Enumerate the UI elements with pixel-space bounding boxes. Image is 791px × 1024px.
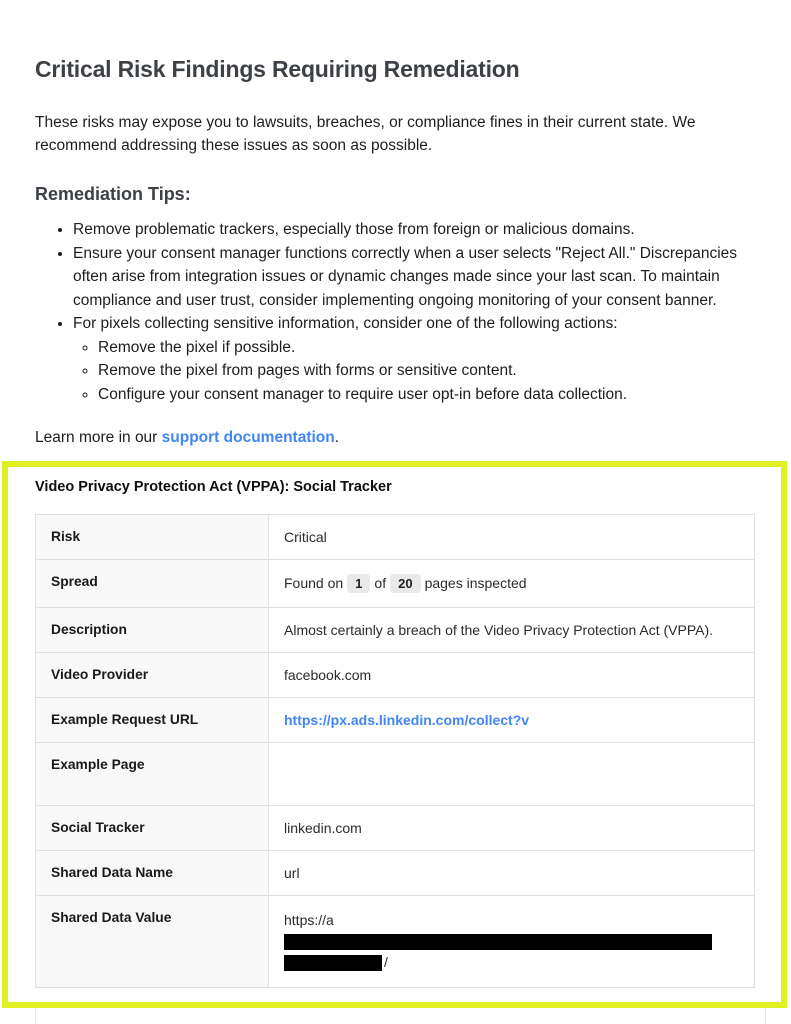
intro-paragraph: These risks may expose you to lawsuits, breaches, or compliance fines in their current state. We recommend addressing these issues as soon as possible. bbox=[35, 114, 696, 155]
table-row-shared-data-name bbox=[36, 851, 755, 896]
redaction-bar-2 bbox=[284, 955, 382, 971]
row-value-spread bbox=[269, 560, 755, 608]
learn-more-text bbox=[35, 429, 755, 447]
table-row-shared-data-value bbox=[36, 896, 755, 988]
finding-highlight-card bbox=[2, 461, 787, 1008]
table-row-social-tracker bbox=[36, 806, 755, 851]
table-row-description bbox=[36, 608, 755, 653]
row-value-description: Almost certainly a breach of the Video Privacy Protection Act (VPPA). bbox=[269, 608, 755, 653]
finding-heading: Video Privacy Protection Act (VPPA): Social Tracker bbox=[35, 479, 392, 496]
row-label-risk: Risk bbox=[36, 515, 269, 560]
row-label-shared-data-value: Shared Data Value bbox=[36, 896, 269, 988]
row-value-risk: Critical bbox=[269, 515, 755, 560]
row-value-shared-data-value bbox=[269, 896, 755, 988]
tip-item-consent-manager: • Ensure your consent manager functions correctly when a user selects "Reject All." Discrepancies often arise from integration issues or dynamic changes made since your last scan. To maintain compliance and user trust, consider implementing ongoing monitoring of your consent banner. bbox=[73, 242, 755, 313]
spread-suffix: pages inspected bbox=[424, 575, 527, 592]
row-value-example-request-url bbox=[269, 698, 755, 743]
spread-prefix: Found on bbox=[284, 575, 344, 592]
row-label-shared-data-name: Shared Data Name bbox=[36, 851, 269, 896]
pixel-actions-sublist bbox=[73, 336, 755, 407]
spread-total-badge: 20 bbox=[390, 574, 420, 593]
row-label-social-tracker: Social Tracker bbox=[36, 806, 269, 851]
row-value-video-provider: facebook.com bbox=[269, 653, 755, 698]
subtip-remove-from-pages: ◦ Remove the pixel from pages with forms or sensitive content. bbox=[98, 359, 755, 383]
row-label-video-provider: Video Provider bbox=[36, 653, 269, 698]
shared-data-value-suffix: / bbox=[384, 954, 388, 971]
remediation-tips-heading: Remediation Tips: bbox=[35, 184, 191, 205]
row-label-spread: Spread bbox=[36, 560, 269, 608]
remediation-tips-list bbox=[35, 218, 755, 406]
table-row-spread bbox=[36, 560, 755, 608]
page-title: Critical Risk Findings Requiring Remediation bbox=[35, 56, 520, 82]
spread-found-badge: 1 bbox=[347, 574, 370, 593]
row-label-example-page: Example Page bbox=[36, 743, 269, 806]
redaction-bar-1 bbox=[284, 934, 712, 950]
learn-more-prefix: Learn more in our bbox=[35, 429, 162, 447]
row-value-example-page bbox=[269, 743, 755, 806]
subtip-remove-pixel: ◦ Remove the pixel if possible. bbox=[98, 336, 755, 360]
tip-item-pixels bbox=[73, 312, 755, 406]
row-value-social-tracker: linkedin.com bbox=[269, 806, 755, 851]
table-row-risk bbox=[36, 515, 755, 560]
support-documentation-link[interactable]: support documentation bbox=[161, 429, 335, 447]
shared-data-value-prefix: https://a bbox=[284, 912, 334, 929]
table-row-example-request-url bbox=[36, 698, 755, 743]
table-row-example-page bbox=[36, 743, 755, 806]
tip-item-pixels-text: For pixels collecting sensitive information, consider one of the following actions: bbox=[73, 315, 618, 333]
row-label-example-request-url: Example Request URL bbox=[36, 698, 269, 743]
finding-table bbox=[35, 514, 755, 988]
row-value-shared-data-name: url bbox=[269, 851, 755, 896]
spread-of: of bbox=[374, 575, 387, 592]
example-request-url-link[interactable]: https://px.ads.linkedin.com/collect?v bbox=[284, 712, 530, 729]
table-continuation-fragment bbox=[35, 1008, 766, 1024]
row-label-description: Description bbox=[36, 608, 269, 653]
table-row-video-provider bbox=[36, 653, 755, 698]
learn-more-suffix: . bbox=[334, 429, 340, 447]
tip-item-trackers: • Remove problematic trackers, especially those from foreign or malicious domains. bbox=[73, 218, 755, 242]
subtip-configure-consent: ◦ Configure your consent manager to require user opt-in before data collection. bbox=[98, 383, 755, 407]
